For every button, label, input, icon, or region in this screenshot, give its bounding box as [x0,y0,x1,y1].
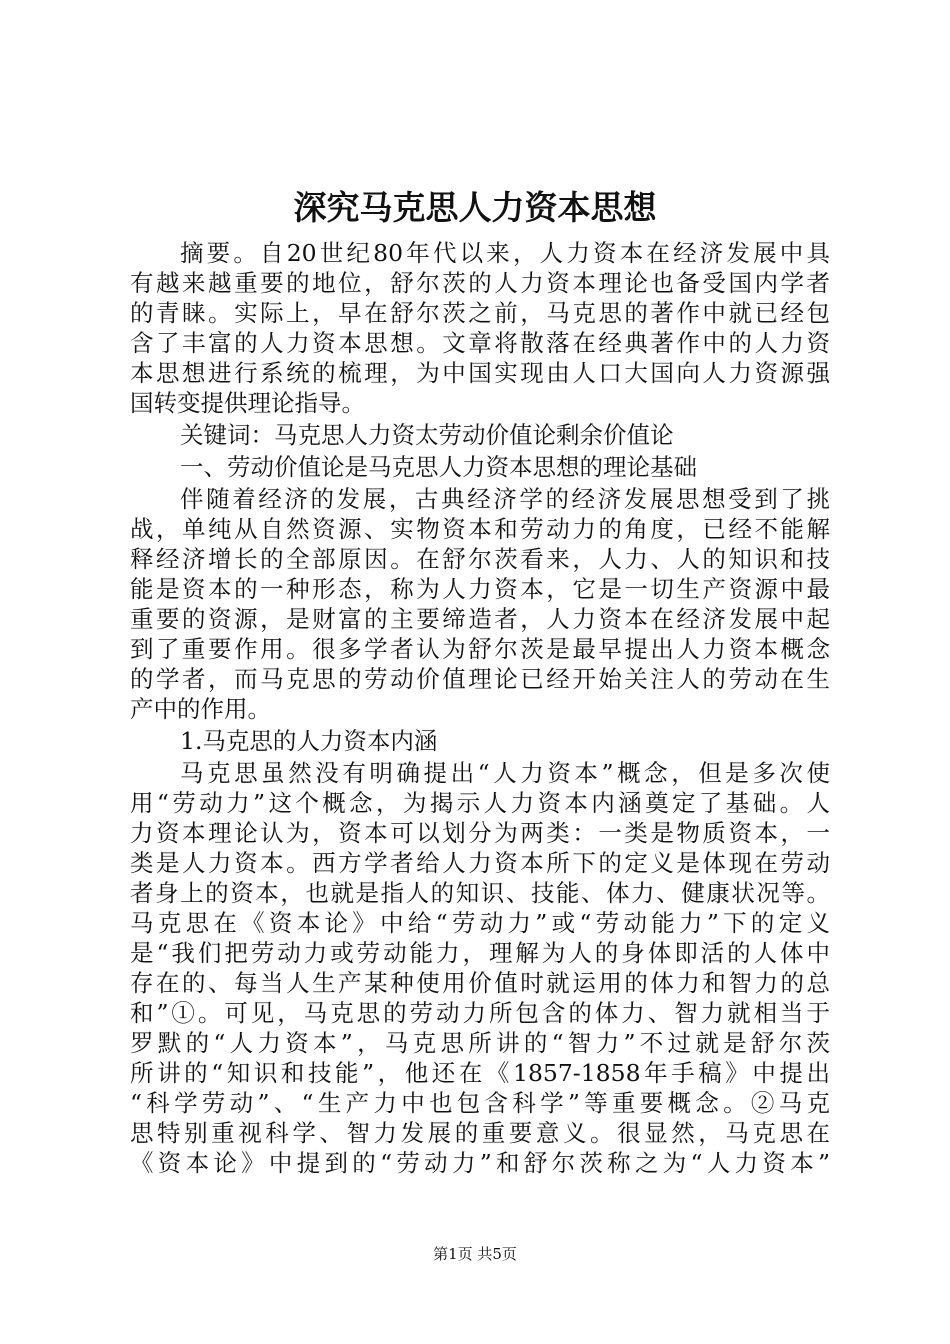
paragraph-line: 马克思虽然没有明确提出“人力资本”概念，但是多次使 [180,759,830,787]
abstract-line: 本思想进行系统的梳理，为中国实现由人口大国向人力资源强 [130,359,830,387]
abstract-line: 含了丰富的人力资本思想。文章将散落在经典著作中的人力资 [130,329,830,357]
page-footer: 第1页 共5页 [433,1245,517,1263]
paragraph-line: 战，单纯从自然资源、实物资本和劳动力的角度，已经不能解 [130,515,830,543]
paragraph-line: 用“劳动力”这个概念，为揭示人力资本内涵奠定了基础。人 [130,789,830,817]
paragraph-line: 思特别重视科学、智力发展的重要意义。很显然，马克思在 [130,1119,830,1147]
paragraph-line: 的学者，而马克思的劳动价值理论已经开始关注人的劳动在生 [130,665,830,693]
paragraph-line: 重要的资源，是财富的主要缔造者，人力资本在经济发展中起 [130,605,830,633]
paragraph-line: 释经济增长的全部原因。在舒尔茨看来，人力、人的知识和技 [130,545,830,573]
abstract-line: 的青睐。实际上，早在舒尔茨之前，马克思的著作中就已经包 [130,299,830,327]
paragraph-line: 所讲的“知识和技能”，他还在《1857-1858年手稿》中提出 [130,1059,830,1087]
paragraph-line: 到了重要作用。很多学者认为舒尔茨是最早提出人力资本概念 [130,635,830,663]
keywords-line: 关键词：马克思人力资太劳动价值论剩余价值论 [180,421,674,449]
abstract-line: 摘要。自20世纪80年代以来，人力资本在经济发展中具 [180,239,830,267]
abstract-line: 有越来越重要的地位，舒尔茨的人力资本理论也备受国内学者 [130,269,830,297]
paragraph-line: 《资本论》中提到的“劳动力”和舒尔茨称之为“人力资本” [130,1149,830,1177]
paragraph-line: 能是资本的一种形态，称为人力资本，它是一切生产资源中最 [130,575,830,603]
paragraph-line: 者身上的资本，也就是指人的知识、技能、体力、健康状况等。 [130,879,830,907]
paragraph-line: 类是人力资本。西方学者给人力资本所下的定义是体现在劳动 [130,849,830,877]
subsection-heading: 1.马克思的人力资本内涵 [180,727,438,755]
paragraph-line: 存在的、每当人生产某种使用价值时就运用的体力和智力的总 [130,969,830,997]
paragraph-line: 伴随着经济的发展，古典经济学的经济发展思想受到了挑 [180,485,830,513]
section-heading-1: 一、劳动价值论是马克思人力资本思想的理论基础 [180,453,697,481]
paragraph-line: 力资本理论认为，资本可以划分为两类：一类是物质资本，一 [130,819,830,847]
paragraph-line: “科学劳动”、“生产力中也包含科学”等重要概念。②马克 [130,1089,830,1117]
paragraph-line: 马克思在《资本论》中给“劳动力”或“劳动能力”下的定义 [130,909,830,937]
abstract-line: 国转变提供理论指导。 [130,389,365,417]
paragraph-line: 是“我们把劳动力或劳动能力，理解为人的身体即活的人体中 [130,939,830,967]
paragraph-line: 罗默的“人力资本”，马克思所讲的“智力”不过就是舒尔茨 [130,1029,830,1057]
paragraph-line: 和”①。可见，马克思的劳动力所包含的体力、智力就相当于 [130,999,830,1027]
paragraph-line: 产中的作用。 [130,695,271,723]
document-title: 深究马克思人力资本思想 [293,188,657,227]
